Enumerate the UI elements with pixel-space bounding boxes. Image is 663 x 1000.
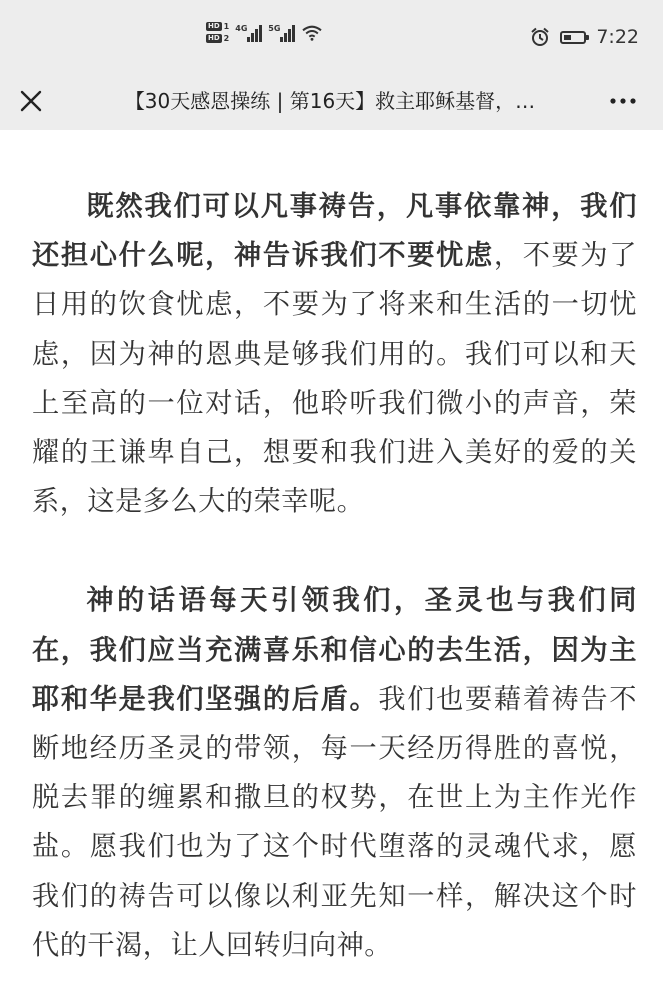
sim1-indicator: HD 1 [208, 22, 230, 31]
sim2-indicator: HD 2 [208, 34, 230, 43]
paragraph-1-text: ，不要为了日用的饮食忧虑，不要为了将来和生活的一切忧虑，因为神的恩典是够我们用的。我们可以和天上至高的一位对话，他聆听我们微小的声音，荣耀的王谦卑自己，想要和我们进入美好的爱的关系，这是多么大的荣幸呢。 [32, 240, 637, 518]
sim-indicators [206, 22, 229, 43]
more-icon[interactable] [605, 84, 641, 118]
paragraph-2-text: 我们也要藉着祷告不断地经历圣灵的带领，每一天经历得胜的喜悦，脱去罪的缠累和撒旦的权势，在世上为主作光作盐。愿我们也为了这个时代堕落的灵魂代求，愿我们的祷告可以像以利亚先知一样，解决这个时代的干渴，让人回转归向神。 [32, 683, 637, 961]
status-bar [0, 0, 663, 74]
clock: 7:22 [596, 26, 639, 48]
paragraph-2-bold: 神的话语每天引领我们，圣灵也与我们同在，我们应当充满喜乐和信心的去生活，因为主耶和华是我们坚强的后盾。 [32, 585, 637, 715]
paragraph-2 [32, 576, 637, 970]
signal2-icon: 5G [268, 24, 295, 42]
signal1-icon: 4G [235, 24, 262, 42]
paragraph-1-bold: 既然我们可以凡事祷告，凡事依靠神，我们还担心什么呢，神告诉我们不要忧虑 [32, 191, 637, 272]
article-body [32, 182, 637, 970]
status-right-icons [530, 26, 639, 48]
alarm-icon [530, 27, 550, 47]
wifi-icon [301, 24, 323, 42]
page-title: 【30天感恩操练 | 第16天】救主耶稣基督，… [124, 89, 536, 113]
status-left-icons [206, 22, 323, 43]
paragraph-1 [32, 182, 637, 526]
nav-bar [0, 74, 663, 130]
battery-icon [560, 31, 586, 44]
close-icon[interactable] [14, 84, 48, 118]
